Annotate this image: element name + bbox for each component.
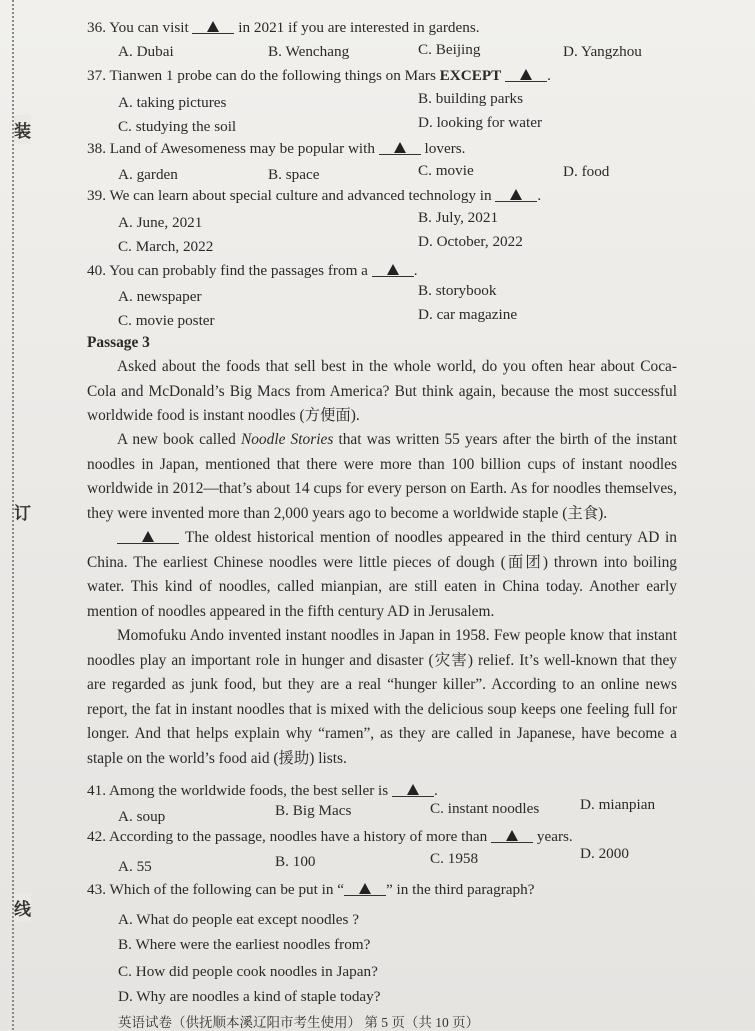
option-a: A. What do people eat except noodles ? bbox=[118, 911, 359, 928]
answer-blank bbox=[495, 187, 537, 202]
answer-blank bbox=[392, 782, 434, 797]
option-d: D. Yangzhou bbox=[563, 43, 642, 60]
triangle-icon bbox=[510, 189, 522, 200]
emphasis-text: EXCEPT bbox=[439, 67, 502, 84]
answer-blank bbox=[117, 529, 179, 544]
question-43-stem: 43. Which of the following can be put in “ ” in the third paragraph? bbox=[87, 881, 535, 898]
question-38-stem: 38. Land of Awesomeness may be popular with lovers. bbox=[87, 140, 466, 157]
passage-title: Passage 3 bbox=[87, 334, 150, 351]
book-title: Noodle Stories bbox=[240, 431, 334, 448]
option-b: B. Where were the earliest noodles from? bbox=[118, 936, 371, 953]
stem-text: in 2021 if you are interested in gardens. bbox=[238, 19, 480, 36]
option-d: D. 2000 bbox=[580, 845, 629, 862]
option-c: C. How did people cook noodles in Japan? bbox=[118, 963, 378, 980]
option-b: B. building parks bbox=[418, 90, 524, 107]
option-d: D. October, 2022 bbox=[418, 233, 523, 250]
option-c: C. Beijing bbox=[418, 41, 481, 58]
option-c: C. movie bbox=[418, 162, 474, 179]
option-c: C. studying the soil bbox=[118, 118, 237, 135]
binding-mark-zhuang: 装 bbox=[14, 115, 31, 144]
option-b: B. space bbox=[268, 166, 320, 183]
page-footer: 英语试卷（供抚顺本溪辽阳市考生使用） 第 5 页（共 10 页） bbox=[118, 1015, 480, 1030]
option-d: D. Why are noodles a kind of staple today? bbox=[118, 988, 381, 1005]
option-a: A. soup bbox=[118, 808, 166, 825]
option-b: B. 100 bbox=[275, 853, 316, 870]
answer-blank bbox=[379, 140, 421, 155]
option-a: A. taking pictures bbox=[118, 94, 227, 111]
question-36-stem bbox=[87, 18, 480, 38]
option-d: D. car magazine bbox=[418, 306, 518, 323]
question-37-stem: 37. Tianwen 1 probe can do the following things on Mars EXCEPT . bbox=[87, 67, 551, 84]
triangle-icon bbox=[520, 69, 532, 80]
question-number: 36. bbox=[87, 19, 106, 36]
passage-paragraph-4: Momofuku Ando invented instant noodles in Japan in 1958. Few people know that instant noodles play an important role in hunger and disaster (灾害) relief. It’s well-known that they are regarded as junk food, but they are a real “hunger killer”. According to an online news report, the fat in instant noodles that is mixed with the delicious soup keeps one feeling full for longer. And that helps explain why “ramen”, as they are called in Japanese, have become a staple on the world’s food aid (援助) lists. bbox=[87, 627, 677, 767]
answer-blank bbox=[192, 19, 234, 34]
triangle-icon bbox=[142, 531, 154, 542]
option-d: D. looking for water bbox=[418, 114, 542, 131]
passage-paragraph-1: Asked about the foods that sell best in the whole world, do you often hear about Coca-Cola and McDonald’s Big Macs from America? But think again, because the most successful worldwide food is instant noodles (方便面). bbox=[87, 358, 677, 424]
question-40-stem: 40. You can probably find the passages from a . bbox=[87, 262, 418, 279]
option-b: B. storybook bbox=[418, 282, 497, 299]
triangle-icon bbox=[407, 784, 419, 795]
passage-paragraph-3: The oldest historical mention of noodles appeared in the third century AD in China. The earliest Chinese noodles were little pieces of dough (面团) thrown into boiling water. This kind of noodles, called mianpian, are still eaten in China today. Another early mention of noodles appeared in the fifth century AD in Jerusalem. bbox=[87, 529, 677, 620]
option-c: C. March, 2022 bbox=[118, 238, 214, 255]
option-b: B. Big Macs bbox=[275, 802, 352, 819]
option-b: B. July, 2021 bbox=[418, 209, 499, 226]
answer-blank bbox=[505, 67, 547, 82]
question-42-stem: 42. According to the passage, noodles have a history of more than years. bbox=[87, 828, 573, 845]
triangle-icon bbox=[506, 830, 518, 841]
answer-blank bbox=[491, 828, 533, 843]
answer-blank bbox=[344, 881, 386, 896]
answer-blank bbox=[372, 262, 414, 277]
option-b: B. Wenchang bbox=[268, 43, 350, 60]
triangle-icon bbox=[394, 142, 406, 153]
passage-paragraph-2: A new book called Noodle Stories that was written 55 years after the birth of the instant noodles in Japan, mentioned that there were more than 100 billion cups of instant noodles worldwide in 2012—that’s about 14 cups for every person on Earth. As for noodles themselves, they were invented more than 2,000 years ago to become a worldwide staple (主食). bbox=[87, 431, 677, 522]
binding-mark-ding: 订 bbox=[14, 497, 31, 526]
triangle-icon bbox=[359, 883, 371, 894]
option-a: A. June, 2021 bbox=[118, 214, 203, 231]
question-41-stem: 41. Among the worldwide foods, the best seller is . bbox=[87, 782, 438, 799]
option-a: A. 55 bbox=[118, 858, 152, 875]
question-39-stem: 39. We can learn about special culture and advanced technology in . bbox=[87, 187, 542, 204]
option-a: A. newspaper bbox=[118, 288, 202, 305]
stem-text: You can visit bbox=[109, 19, 189, 36]
option-c: C. instant noodles bbox=[430, 800, 540, 817]
triangle-icon bbox=[387, 264, 399, 275]
option-c: C. 1958 bbox=[430, 850, 479, 867]
option-d: D. mianpian bbox=[580, 796, 656, 813]
option-a: A. garden bbox=[118, 166, 178, 183]
triangle-icon bbox=[207, 21, 219, 32]
option-a: A. Dubai bbox=[118, 43, 174, 60]
option-d: D. food bbox=[563, 163, 610, 180]
binding-mark-xian: 线 bbox=[14, 893, 31, 922]
option-c: C. movie poster bbox=[118, 312, 215, 329]
